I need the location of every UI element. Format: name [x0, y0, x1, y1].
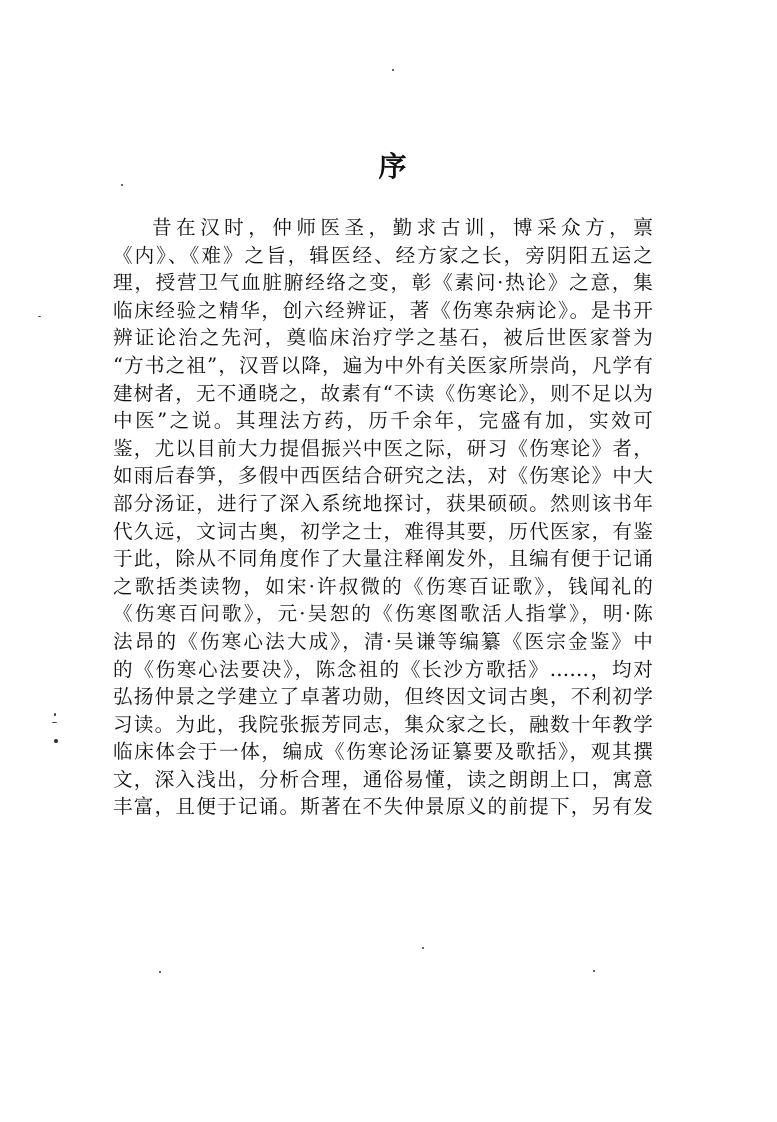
scan-speck — [159, 971, 161, 973]
text-line: 辨证论治之先河，奠临床治疗学之基石，被后世医家誉为 — [113, 326, 653, 350]
text-line: 建树者，无不通晓之，故素有“不读《伤寒论》，则不足以为 — [113, 381, 653, 405]
text-line: 丰富，且便于记诵。斯著在不失仲景原义的前提下，另有发 — [113, 795, 653, 819]
text-line: 昔在汉时，仲师医圣，勤求古训，博采众方，禀 — [152, 216, 653, 239]
text-line: 于此，除从不同角度作了大量注释阐发外，且编有便于记诵 — [113, 547, 653, 571]
text-line: “方书之祖”，汉晋以降，遍为中外有关医家所崇尚，凡学有 — [113, 353, 653, 377]
text-line: 理，授营卫气血脏腑经络之变，彰《素问·热论》之意，集 — [113, 271, 653, 295]
text-line: 习读。为此，我院张振芳同志，集众家之长，融数十年教学 — [113, 712, 653, 736]
text-line: 《内》、《难》之旨，辑医经、经方家之长，旁阴阳五运之 — [113, 243, 653, 267]
text-line: 法昂的《伤寒心法大成》，清·吴谦等编纂《医宗金鉴》中 — [113, 629, 653, 653]
text-line: 文，深入浅出，分析合理，通俗易懂，读之朗朗上口，寓意 — [113, 767, 653, 791]
preface-paragraph — [113, 214, 653, 821]
text-line: 弘扬仲景之学建立了卓著功勋，但终因文词古奥，不利初学 — [113, 685, 653, 709]
text-line: 中医”之说。其理法方药，历千余年，完盛有加，实效可 — [113, 409, 653, 433]
scan-speck — [121, 184, 123, 186]
scan-speck — [422, 947, 424, 949]
text-line: 临床体会于一体，编成《伤寒论汤证纂要及歌括》，观其撰 — [113, 740, 653, 764]
scan-speck — [52, 722, 57, 723]
text-line: 部分汤证，进行了深入系统地探讨，获果硕硕。然则该书年 — [113, 491, 653, 515]
page-title: 序 — [378, 150, 407, 183]
scan-speck — [593, 970, 595, 972]
text-line: 的《伤寒心法要决》，陈念祖的《长沙方歌括》……，均对 — [113, 657, 653, 681]
text-line: 如雨后春笋，多假中西医结合研究之法，对《伤寒论》中大 — [113, 464, 653, 488]
scan-speck — [54, 739, 58, 743]
text-line: 代久远，文词古奥，初学之士，难得其要，历代医家，有鉴 — [113, 519, 653, 543]
scan-speck — [54, 713, 56, 716]
text-line: 《伤寒百问歌》，元·吴恕的《伤寒图歌活人指掌》，明·陈 — [113, 602, 653, 626]
text-line: 临床经验之精华，创六经辨证，著《伤寒杂病论》。是书开 — [113, 298, 653, 322]
text-line: 之歌括类读物，如宋·许叔微的《伤寒百证歌》，钱闻礼的 — [113, 574, 653, 598]
text-line: 鉴，尤以目前大力提倡振兴中医之际，研习《伤寒论》者， — [113, 436, 653, 460]
scan-speck — [38, 316, 41, 317]
scan-speck — [392, 69, 394, 71]
